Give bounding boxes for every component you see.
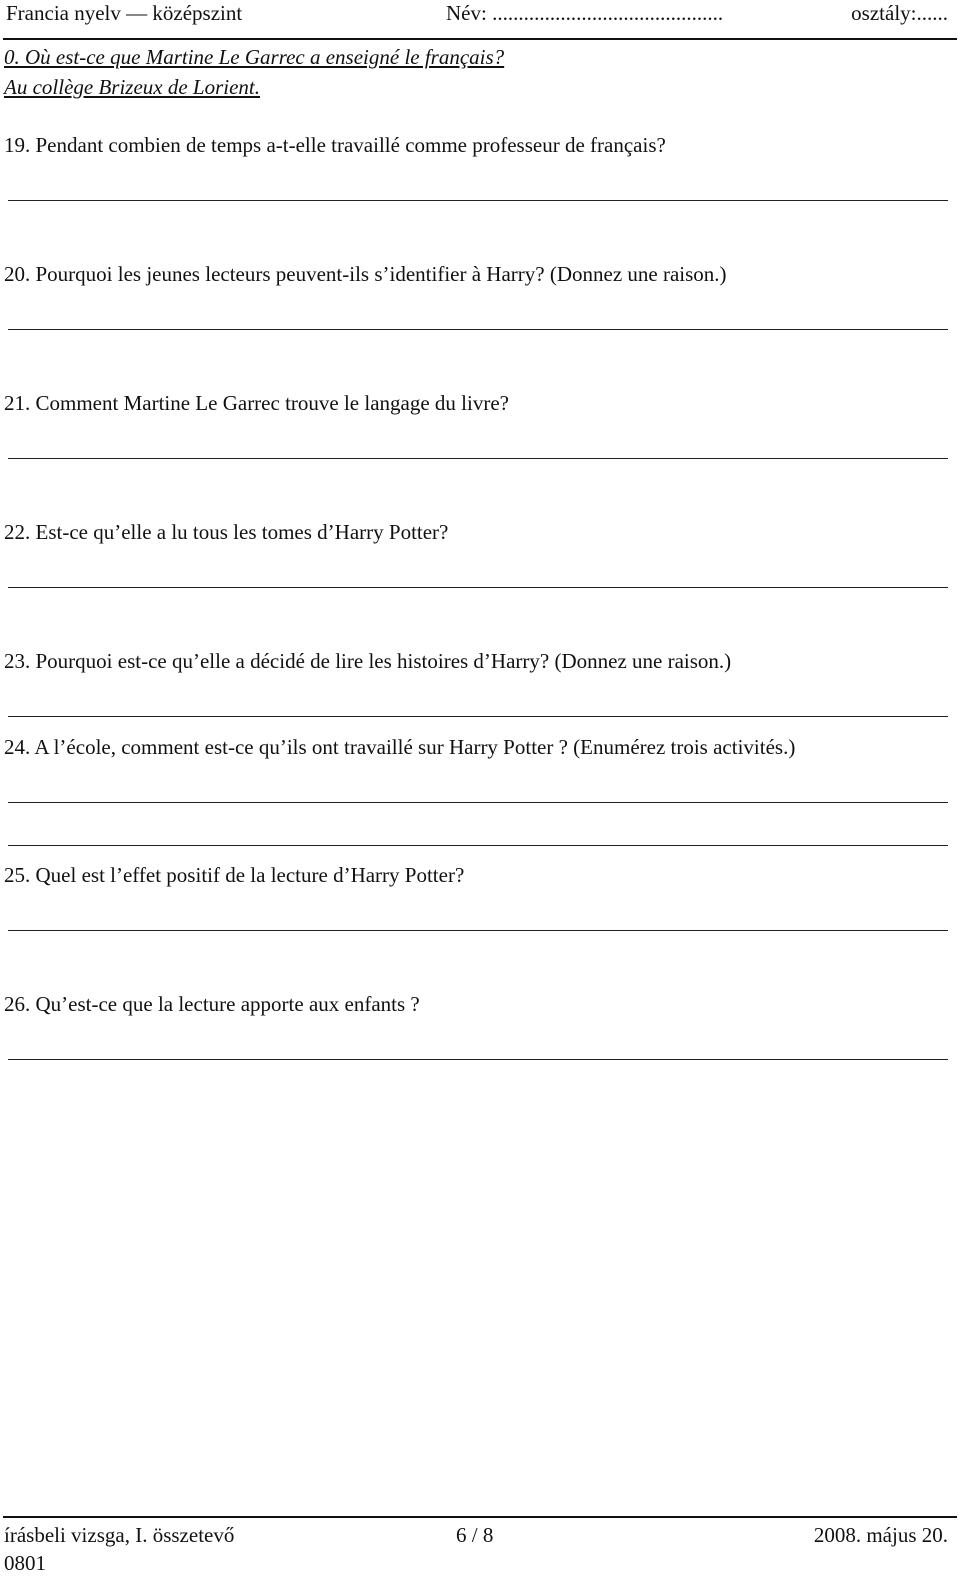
question-23: 23. Pourquoi est-ce qu’elle a décidé de lire les histoires d’Harry? (Donnez une raison.) xyxy=(4,649,732,673)
answer-line-24b[interactable] xyxy=(8,845,948,846)
question-26: 26. Qu’est-ce que la lecture apporte aux enfants ? xyxy=(4,992,420,1016)
answer-line-19[interactable] xyxy=(8,200,948,201)
example-question-text: 0. Où est-ce que Martine Le Garrec a enseigné le français? xyxy=(4,45,505,69)
question-24: 24. A l’école, comment est-ce qu’ils ont travaillé sur Harry Potter ? (Enumérez trois activités.) xyxy=(4,735,796,759)
question-21: 21. Comment Martine Le Garrec trouve le langage du livre? xyxy=(4,391,509,415)
example-question xyxy=(4,44,504,70)
header-subject: Francia nyelv — középszint xyxy=(6,1,243,25)
question-22: 22. Est-ce qu’elle a lu tous les tomes d’Harry Potter? xyxy=(4,520,449,544)
footer-exam-part: írásbeli vizsga, I. összetevő xyxy=(4,1523,235,1547)
header-name-field[interactable]: Név: ............................................ xyxy=(446,1,724,25)
answer-line-22[interactable] xyxy=(8,587,948,588)
question-25: 25. Quel est l’effet positif de la lecture d’Harry Potter? xyxy=(4,863,465,887)
example-answer-text: Au collège Brizeux de Lorient. xyxy=(4,75,261,99)
answer-line-26[interactable] xyxy=(8,1059,948,1060)
footer-page-number: 6 / 8 xyxy=(456,1523,494,1547)
header-divider xyxy=(3,38,957,40)
answer-line-23[interactable] xyxy=(8,716,948,717)
footer-code: 0801 xyxy=(4,1551,46,1575)
answer-line-20[interactable] xyxy=(8,329,948,330)
answer-line-25[interactable] xyxy=(8,930,948,931)
answer-line-24a[interactable] xyxy=(8,802,948,803)
question-20: 20. Pourquoi les jeunes lecteurs peuvent-ils s’identifier à Harry? (Donnez une raison.) xyxy=(4,262,727,286)
example-answer xyxy=(4,74,260,100)
footer-divider xyxy=(3,1516,957,1518)
footer-date: 2008. május 20. xyxy=(813,1523,948,1547)
question-19: 19. Pendant combien de temps a-t-elle travaillé comme professeur de français? xyxy=(4,133,666,157)
header-class-field[interactable]: osztály:...... xyxy=(851,1,948,25)
answer-line-21[interactable] xyxy=(8,458,948,459)
